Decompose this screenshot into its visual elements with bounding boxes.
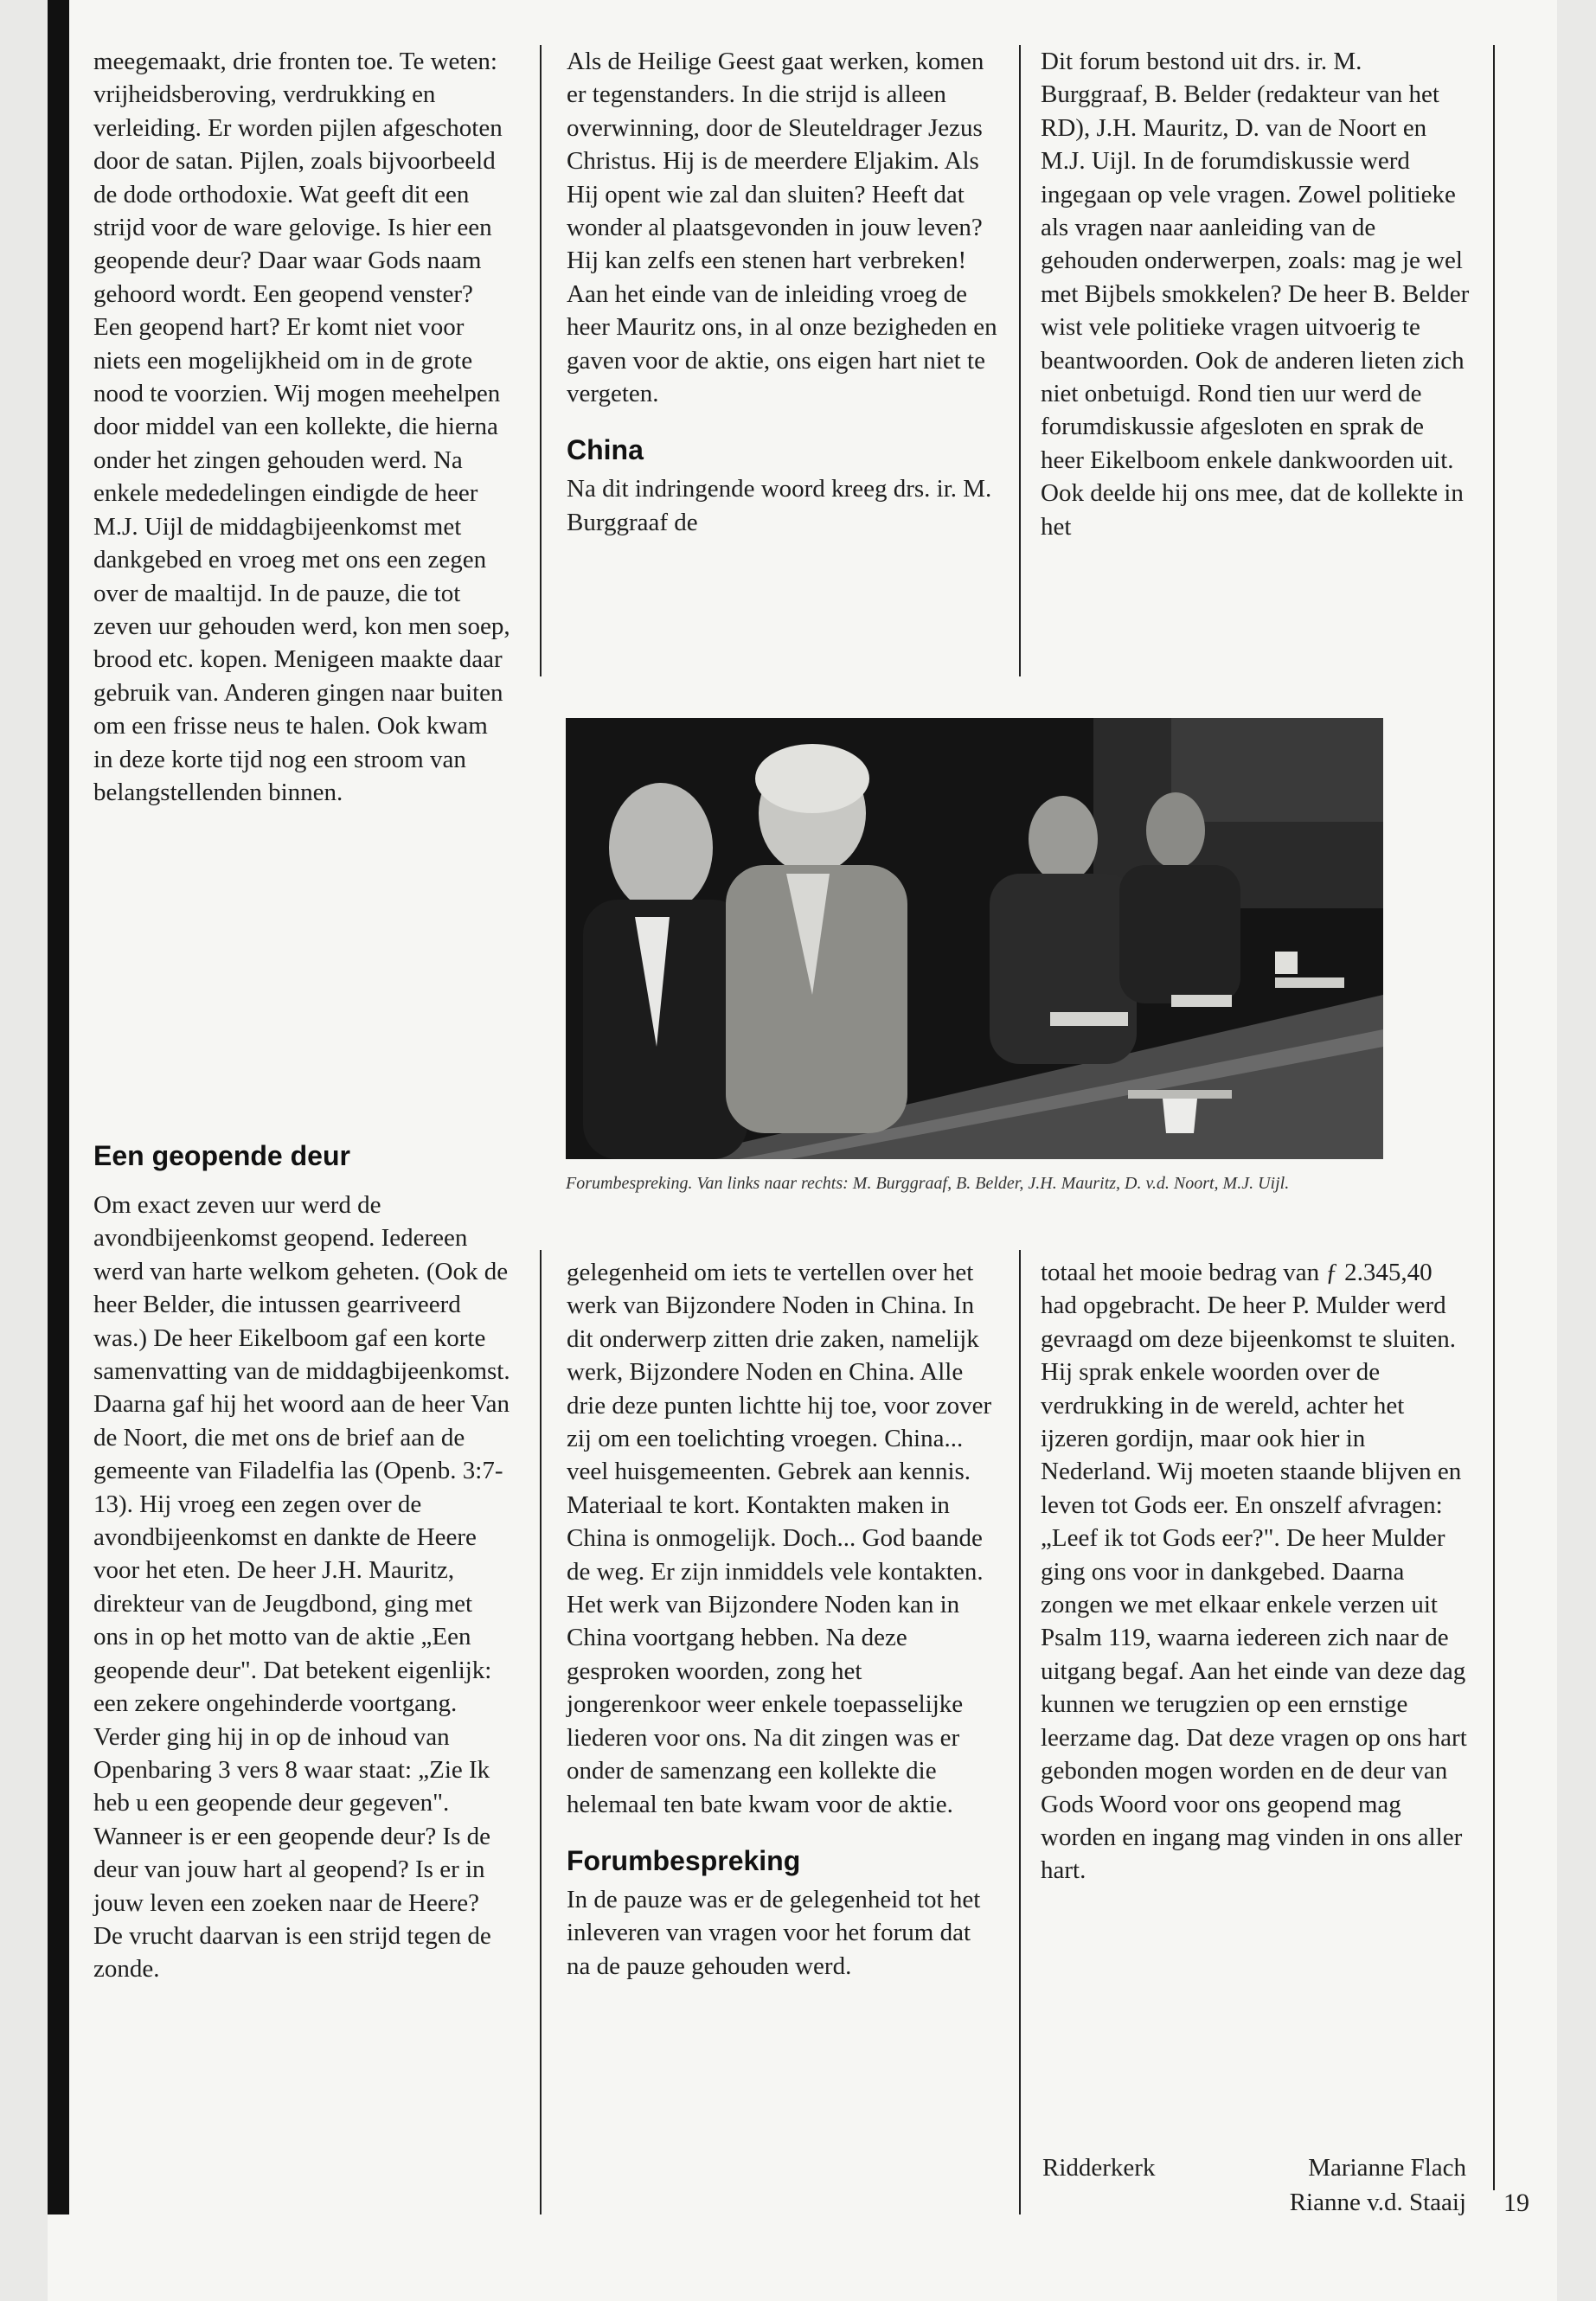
paragraph: meegemaakt, drie fronten toe. Te weten: vrijheidsberoving, verdrukking en verleiding. Er worden pijlen afgeschoten door de satan. Pijlen, zoals bijvoorbeeld de dode orthodoxie. Wat geeft dit een strijd voor de ware gelovige. Is hier een geopende deur? Daar waar Gods naam gehoord wordt. Een geopend venster? Een geopend hart? Er komt niet voor niets een mogelijkheid om in de grote nood te voorzien. Wij mogen meehelpen door middel van een kollekte, die hierna onder het zingen gehouden werd. Na enkele mededelingen eindigde de heer M.J. Uijl de middagbijeenkomst met dankgebed en vroeg met ons een zegen over de maaltijd. In de pauze, die tot zeven uur gehouden werd, kon men soep, brood etc. kopen. Menigeen maakte daar gebruik van. Anderen gingen naar buiten om een frisse neus te halen. Ook kwam in deze korte tijd nog een stroom van belangstellenden binnen. (93, 48, 510, 806)
paragraph: gelegenheid om iets te vertellen over het werk van Bijzondere Noden in China. In dit onderwerp zitten drie zaken, namelijk werk, Bijzondere Noden en China. Alle drie deze punten lichtte hij toe, voor zover zij om een toelichting vroegen. China... veel huisgemeenten. Gebrek aan kennis. Materiaal te kort. Kontakten maken in China is onmogelijk. Doch... God baande de weg. Er zijn inmiddels vele kontakten. Het werk van Bijzondere Noden kan in China voortgang hebben. Na deze gesproken woorden, zong het jongerenkoor weer enkele toepasselijke liederen voor ons. Na dit zingen was er onder de samenzang een kollekte die helemaal ten bate kwam voor de aktie. (567, 1259, 992, 1818)
paragraph: In de pauze was er de gelegenheid tot het inleveren van vragen voor het forum dat na de pauze gehouden werd. (567, 1885, 981, 1980)
column-1-top (93, 45, 513, 809)
column-rule (540, 45, 542, 676)
binding-edge (48, 0, 69, 2214)
column-rule (1493, 45, 1495, 2190)
signature-author-2: Rianne v.d. Staaij (1289, 2189, 1466, 2216)
column-1-section (93, 1140, 513, 1171)
column-3-bottom (1041, 1256, 1473, 1888)
section-heading: China (567, 434, 644, 466)
forum-photo-graphic (566, 718, 1383, 1159)
column-rule (1019, 45, 1021, 676)
signature-place: Ridderkerk (1042, 2154, 1156, 2182)
column-rule (1019, 1250, 1021, 2214)
paragraph: Na dit indringende woord kreeg drs. ir. M. Burggraaf de (567, 475, 992, 536)
page-number: 19 (1503, 2189, 1529, 2217)
column-3-top (1041, 45, 1473, 543)
paragraph: Om exact zeven uur werd de avondbijeenkomst geopend. Iedereen werd van harte welkom geheten. (Ook de heer Belder, die intussen gearriveerd was.) De heer Eikelboom gaf een korte samenvatting van de middagbijeenkomst. Daarna gaf hij het woord aan de heer Van de Noort, die met ons de brief aan de gemeente van Filadelfia las (Openb. 3:7-13). Hij vroeg een zegen over de avondbijeenkomst en dankte de Heere voor het eten. De heer J.H. Mauritz, direkteur van de Jeugdbond, ging met ons in op het motto van de aktie „Een geopende deur". Dat betekent eigenlijk: een zekere ongehinderde voortgang. Verder ging hij in op de inhoud van Openbaring 3 vers 8 waar staat: „Zie Ik heb u een geopende deur gegeven". Wanneer is er een geopende deur? Is de deur van jouw hart al geopend? Is er in jouw leven een zoeken naar de Heere? De vrucht daarvan is een strijd tegen de zonde. (93, 1191, 510, 1984)
paragraph: totaal het mooie bedrag van ƒ 2.345,40 had opgebracht. De heer P. Mulder werd gevraagd om deze bijeenkomst te sluiten. Hij sprak enkele woorden over de verdrukking in de wereld, achter het ijzeren gordijn, maar ook hier in Nederland. Wij moeten staande blijven en leven tot Gods eer. En onszelf afvragen: „Leef ik tot Gods eer?". De heer Mulder ging ons voor in dankgebed. Daarna zongen we met elkaar enkele verzen uit Psalm 119, waarna iedereen zich naar de uitgang begaf. Aan het einde van deze dag kunnen we terugzien op een ernstige leerzame dag. Dat deze vragen op ons hart gebonden mogen worden en de deur van Gods Woord voor ons geopend mag worden en ingang mag vinden in ons aller hart. (1041, 1259, 1467, 1885)
column-2-top (567, 45, 999, 539)
signature-author-1: Marianne Flach (1308, 2154, 1466, 2182)
section-heading: Een geopende deur (93, 1140, 350, 1171)
column-2-bottom (567, 1256, 999, 1983)
paragraph: Dit forum bestond uit drs. ir. M. Burggraaf, B. Belder (redakteur van het RD), J.H. Mauritz, D. van de Noort en M.J. Uijl. In de forumdiskussie werd ingegaan op vele vragen. Zowel politieke als vragen naar aanleiding van de gehouden onderwerpen, zoals: mag je wel met Bijbels smokkelen? De heer B. Belder wist vele politieke vragen uitvoerig te beantwoorden. Ook de anderen lieten zich niet onbetuigd. Rond tien uur werd de forumdiskussie afgesloten en sprak de heer Eikelboom enkele dankwoorden uit. Ook deelde hij ons mee, dat de kollekte in het (1041, 48, 1470, 541)
column-1-bottom (93, 1189, 513, 1986)
forum-photo (566, 718, 1383, 1159)
paragraph: Als de Heilige Geest gaat werken, komen er tegenstanders. In die strijd is alleen overwinning, door de Sleuteldrager Jezus Christus. Hij is de meerdere Eljakim. Als Hij opent wie zal dan sluiten? Heeft dat wonder al plaatsgevonden in jouw leven? Hij kan zelfs een stenen hart verbreken! Aan het einde van de inleiding vroeg de heer Mauritz ons, in al onze bezigheden en gaven voor de aktie, ons eigen hart niet te vergeten. (567, 48, 997, 408)
photo-caption: Forumbespreking. Van links naar rechts: M. Burggraaf, B. Belder, J.H. Mauritz, D. v.d. Noort, M.J. Uijl. (566, 1174, 1290, 1193)
section-heading: Forumbespreking (567, 1844, 801, 1876)
column-rule (540, 1250, 542, 2214)
